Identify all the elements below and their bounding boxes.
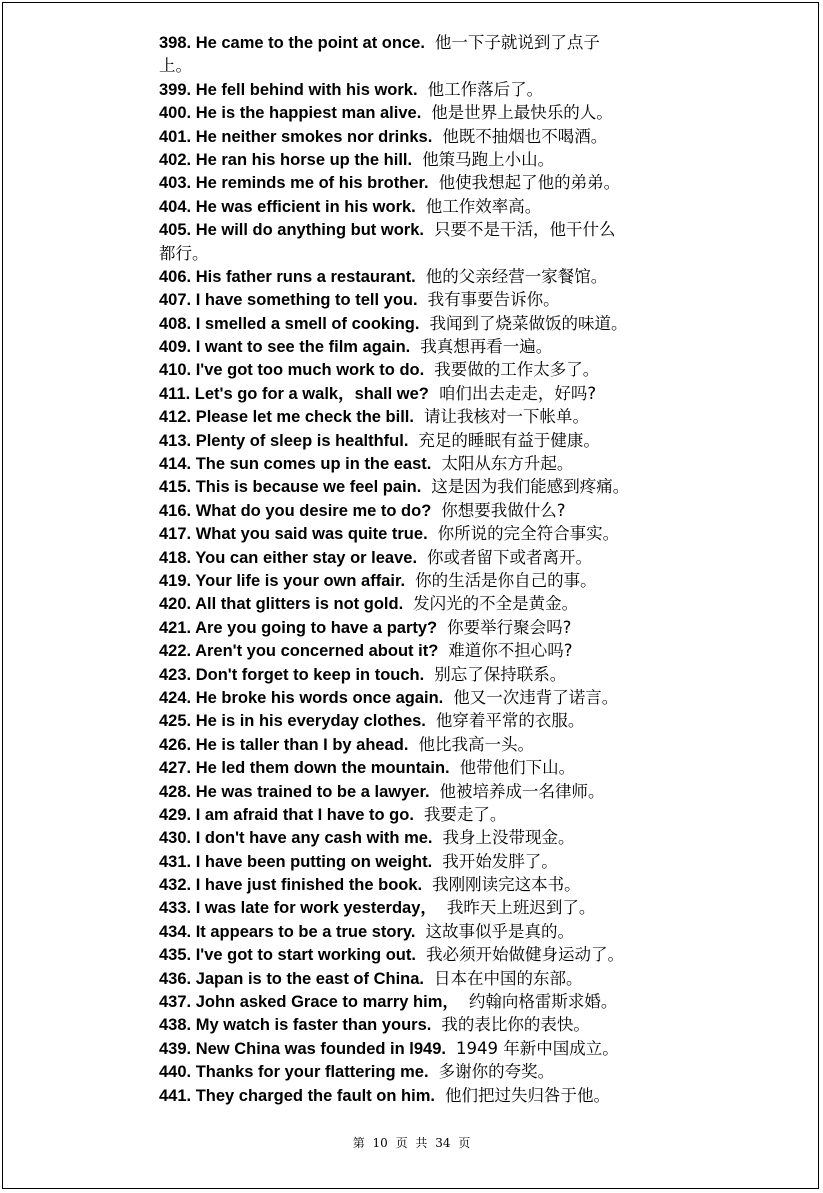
sentence-line [159,1060,679,1083]
english-sentence: 413. Plenty of sleep is healthful. [159,431,409,450]
sentence-line [159,569,679,592]
sentence-line [159,195,679,218]
sentence-entry [159,101,679,124]
sentence-line [159,873,679,896]
english-sentence: 429. I am afraid that I have to go. [159,805,414,824]
chinese-translation: 他是世界上最快乐的人。 [431,103,613,123]
sentence-entry [159,405,679,428]
sentence-line [159,101,679,124]
sentence-line [159,663,679,686]
chinese-translation: 太阳从东方升起。 [441,454,574,474]
english-sentence: 412. Please let me check the bill. [159,408,414,427]
english-sentence: 435. I've got to start working out. [159,946,416,965]
chinese-translation: 他的父亲经营一家餐馆。 [425,266,608,286]
chinese-translation: 咱们出去走走，好吗? [438,383,597,403]
english-sentence: 433. I was late for work yesterday， [159,899,437,918]
sentence-continuation [159,242,679,265]
sentence-entry [159,429,679,452]
english-sentence: 411. Let's go for a walk，shall we? [159,384,429,403]
english-sentence: 414. The sun comes up in the east. [159,455,432,474]
sentence-entry [159,569,679,592]
sentence-line [159,218,679,241]
chinese-translation: 我的表比你的表快。 [441,1015,590,1035]
english-sentence: 441. They charged the fault on him. [159,1086,435,1105]
english-sentence: 430. I don't have any cash with me. [159,829,433,848]
chinese-translation: 我刚刚读完这本书。 [432,875,581,895]
sentence-line [159,475,679,498]
chinese-translation: 他们把过失归咎于他。 [444,1085,610,1105]
english-sentence: 408. I smelled a smell of cooking. [159,314,420,333]
sentence-line [159,616,679,639]
sentence-line [159,990,679,1013]
sentence-line [159,382,679,405]
sentence-list [159,31,679,1107]
chinese-translation: 他又一次违背了诺言。 [453,687,619,707]
chinese-translation: 这故事似乎是真的。 [425,921,574,941]
chinese-translation: 发闪光的不全是黄金。 [413,594,579,614]
sentence-entry [159,522,679,545]
chinese-translation: 我开始发胖了。 [442,851,558,871]
sentence-entry [159,171,679,194]
sentence-entry [159,382,679,405]
sentence-line [159,265,679,288]
english-sentence: 398. He came to the point at once. [159,34,425,52]
sentence-line [159,148,679,171]
chinese-translation: 我昨天上班迟到了。 [446,898,596,918]
chinese-translation: 你的生活是你自己的事。 [415,570,597,590]
page-footer: 第 10 页 共 34 页 [352,1136,471,1150]
chinese-translation: 别忘了保持联系。 [434,664,567,684]
sentence-entry [159,826,679,849]
english-sentence: 419. Your life is your own affair. [159,571,406,590]
english-sentence: 437. John asked Grace to marry him， [159,993,459,1012]
sentence-line [159,733,679,756]
sentence-line [159,1084,679,1107]
chinese-translation: 我真想再看一遍。 [420,337,553,357]
sentence-line [159,803,679,826]
english-sentence: 440. Thanks for your flattering me. [159,1063,429,1082]
sentence-line [159,709,679,732]
chinese-translation: 我身上没带现金。 [442,828,575,848]
sentence-entry [159,920,679,943]
chinese-translation: 这是因为我们能感到疼痛。 [431,477,630,497]
english-sentence: 416. What do you desire me to do? [159,501,432,520]
chinese-translation: 我要做的工作太多了。 [434,360,600,380]
english-sentence: 431. I have been putting on weight. [159,852,433,871]
english-sentence: 424. He broke his words once again. [159,688,444,707]
english-sentence: 400. He is the happiest man alive. [159,104,422,123]
chinese-translation-continued: 都行。 [159,243,209,263]
sentence-entry [159,896,679,919]
sentence-line [159,522,679,545]
sentence-entry [159,639,679,662]
sentence-entry [159,873,679,896]
sentence-line [159,125,679,148]
chinese-translation: 多谢你的夸奖。 [438,1062,555,1082]
sentence-entry [159,499,679,522]
sentence-line [159,850,679,873]
chinese-translation: 日本在中国的东部。 [434,968,583,988]
sentence-continuation [159,54,679,77]
english-sentence: 427. He led them down the mountain. [159,759,450,778]
sentence-line [159,896,679,919]
english-sentence: 423. Don't forget to keep in touch. [159,665,425,684]
chinese-translation: 他使我想起了他的弟弟。 [438,173,621,193]
chinese-translation: 他被培养成一名律师。 [439,781,605,801]
english-sentence: 415. This is because we feel pain. [159,478,422,497]
sentence-entry [159,358,679,381]
chinese-translation: 他工作落后了。 [427,79,544,99]
sentence-line [159,288,679,311]
sentence-entry [159,967,679,990]
sentence-entry [159,1060,679,1083]
sentence-entry [159,1013,679,1036]
sentence-line [159,780,679,803]
sentence-line [159,429,679,452]
sentence-line [159,943,679,966]
sentence-line [159,967,679,990]
chinese-translation: 他穿着平常的衣服。 [435,711,585,731]
chinese-translation: 他工作效率高。 [425,196,542,216]
sentence-entry [159,709,679,732]
chinese-translation: 你要举行聚会吗? [447,617,572,637]
sentence-entry [159,125,679,148]
sentence-entry [159,616,679,639]
sentence-entry [159,756,679,779]
sentence-line [159,1013,679,1036]
english-sentence: 410. I've got too much work to do. [159,361,425,380]
chinese-translation: 我闻到了烧菜做饭的味道。 [429,313,628,333]
sentence-entry [159,943,679,966]
chinese-translation: 我必须开始做健身运动了。 [425,945,624,965]
sentence-entry [159,686,679,709]
sentence-line [159,1037,679,1060]
sentence-line [159,452,679,475]
chinese-translation: 约翰向格雷斯求婚。 [468,992,618,1012]
sentence-entry [159,733,679,756]
chinese-translation: 你或者留下或者离开。 [427,547,593,567]
sentence-line [159,78,679,101]
sentence-line [159,312,679,335]
sentence-line [159,756,679,779]
english-sentence: 422. Aren't you concerned about it? [159,642,439,661]
chinese-translation: 他既不抽烟也不喝酒。 [442,126,608,146]
chinese-translation-continued: 上。 [159,56,192,76]
english-sentence: 436. Japan is to the east of China. [159,969,424,988]
chinese-translation: 我有事要告诉你。 [427,290,560,310]
chinese-translation: 难道你不担心吗? [448,641,573,661]
sentence-line [159,592,679,615]
sentence-entry [159,780,679,803]
sentence-entry [159,335,679,358]
sentence-line [159,920,679,943]
sentence-entry [159,148,679,171]
sentence-entry [159,990,679,1013]
sentence-line [159,639,679,662]
sentence-line [159,826,679,849]
english-sentence: 426. He is taller than I by ahead. [159,735,409,754]
sentence-entry [159,195,679,218]
chinese-translation: 他一下子就说到了点子 [434,33,600,52]
english-sentence: 439. New China was founded in l949. [159,1039,446,1058]
sentence-entry [159,452,679,475]
sentence-entry [159,803,679,826]
english-sentence: 421. Are you going to have a party? [159,618,438,637]
sentence-entry [159,850,679,873]
english-sentence: 405. He will do anything but work. [159,221,424,240]
sentence-entry [159,288,679,311]
sentence-entry [159,1084,679,1107]
english-sentence: 438. My watch is faster than yours. [159,1016,432,1035]
sentence-entry [159,546,679,569]
sentence-line [159,405,679,428]
sentence-line [159,546,679,569]
english-sentence: 428. He was trained to be a lawyer. [159,782,430,801]
sentence-entry [159,312,679,335]
english-sentence: 434. It appears to be a true story. [159,922,416,941]
chinese-translation: 他比我高一头。 [418,734,534,754]
sentence-line [159,31,679,54]
chinese-translation: 我要走了。 [423,804,507,824]
english-sentence: 406. His father runs a restaurant. [159,267,416,286]
chinese-translation: 他策马跑上小山。 [422,149,555,169]
chinese-translation: 充足的睡眠有益于健康。 [418,430,600,450]
english-sentence: 420. All that glitters is not gold. [159,595,404,614]
english-sentence: 404. He was efficient in his work. [159,197,416,216]
chinese-translation: 他带他们下山。 [459,758,576,778]
english-sentence: 403. He reminds me of his brother. [159,174,429,193]
sentence-entry [159,592,679,615]
document-page [2,2,819,1189]
english-sentence: 407. I have something to tell you. [159,291,418,310]
chinese-translation: 1949 年新中国成立。 [456,1038,619,1058]
sentence-entry [159,78,679,101]
english-sentence: 418. You can either stay or leave. [159,548,418,567]
sentence-entry [159,663,679,686]
sentence-line [159,686,679,709]
sentence-entry [159,31,679,78]
chinese-translation: 你想要我做什么? [441,500,566,520]
sentence-line [159,335,679,358]
english-sentence: 402. He ran his horse up the hill. [159,150,413,169]
english-sentence: 417. What you said was quite true. [159,525,428,544]
english-sentence: 432. I have just finished the book. [159,876,423,895]
english-sentence: 425. He is in his everyday clothes. [159,712,426,731]
sentence-line [159,171,679,194]
english-sentence: 401. He neither smokes nor drinks. [159,127,433,146]
sentence-entry [159,218,679,265]
chinese-translation: 只要不是干活，他干什么 [433,220,616,240]
sentence-entry [159,1037,679,1060]
sentence-entry [159,265,679,288]
sentence-line [159,358,679,381]
sentence-entry [159,475,679,498]
english-sentence: 409. I want to see the film again. [159,338,411,357]
chinese-translation: 请让我核对一下帐单。 [423,407,589,427]
chinese-translation: 你所说的完全符合事实。 [437,524,620,544]
english-sentence: 399. He fell behind with his work. [159,80,418,99]
sentence-line [159,499,679,522]
